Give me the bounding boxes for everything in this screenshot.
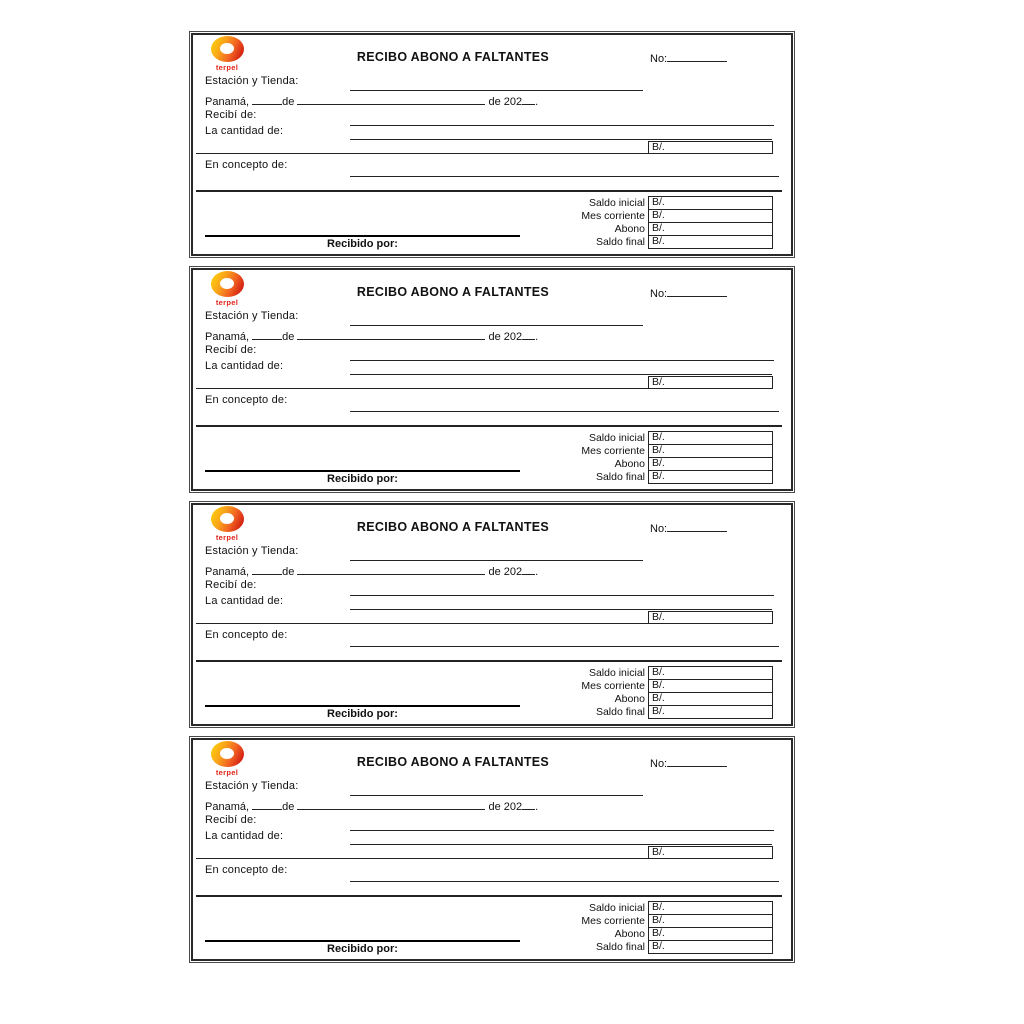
summary-label: Mes corriente — [581, 445, 645, 457]
amount-currency-box: B/. — [648, 376, 773, 389]
signature-line — [205, 705, 520, 707]
received-from-label: Recibí de: — [205, 579, 257, 591]
date-year-blank — [522, 565, 535, 575]
receipt-card-inner — [191, 738, 793, 961]
summary-currency-box: B/. — [648, 679, 773, 693]
terpel-logo-icon — [211, 506, 244, 532]
station-field-label: Estación y Tienda: — [205, 545, 299, 557]
date-day-blank — [252, 330, 282, 340]
summary-currency-box: B/. — [648, 431, 773, 445]
summary-label: Saldo inicial — [588, 432, 645, 444]
brand-name: terpel — [215, 768, 239, 777]
receipt-number-field — [650, 287, 727, 300]
receipt-number-blank — [667, 52, 727, 62]
date-year-blank — [522, 330, 535, 340]
date-city: Panamá, — [205, 96, 250, 108]
received-from-label: Recibí de: — [205, 814, 257, 826]
date-de: de — [282, 566, 295, 578]
date-city: Panamá, — [205, 331, 250, 343]
summary-row-mes-corriente — [193, 914, 773, 928]
summary-currency-box: B/. — [648, 914, 773, 928]
summary-label: Mes corriente — [581, 210, 645, 222]
concept-label: En concepto de: — [205, 864, 288, 876]
date-day-blank — [252, 565, 282, 575]
receipt-card-inner — [191, 503, 793, 726]
date-de: de — [282, 801, 295, 813]
received-from-label: Recibí de: — [205, 109, 257, 121]
receipt-number-blank — [667, 522, 727, 532]
summary-row-saldo-inicial — [193, 901, 773, 915]
summary-currency-box: B/. — [648, 705, 773, 719]
brand-name: terpel — [215, 63, 239, 72]
receipt-title: RECIBO ABONO A FALTANTES — [356, 285, 550, 299]
amount-left-line — [196, 388, 648, 389]
summary-currency-box: B/. — [648, 209, 773, 223]
received-from-line — [350, 595, 774, 596]
receipt-number-blank — [667, 757, 727, 767]
receipt-card-inner — [191, 33, 793, 256]
amount-line — [350, 374, 772, 375]
date-month-blank — [297, 565, 485, 575]
date-period: . — [535, 566, 539, 578]
date-line — [205, 800, 538, 813]
amount-left-line — [196, 623, 648, 624]
station-field-label: Estación y Tienda: — [205, 310, 299, 322]
summary-row-saldo-inicial — [193, 431, 773, 445]
amount-currency-box: B/. — [648, 141, 773, 154]
summary-label: Saldo final — [595, 706, 645, 718]
summary-row-abono — [193, 927, 773, 941]
section-divider — [196, 895, 782, 897]
summary-label: Abono — [614, 693, 645, 705]
date-de: de — [282, 96, 295, 108]
date-year-prefix: de 202 — [488, 801, 523, 813]
amount-label: La cantidad de: — [205, 595, 284, 607]
receipt-title: RECIBO ABONO A FALTANTES — [356, 520, 550, 534]
date-day-blank — [252, 95, 282, 105]
summary-label: Abono — [614, 928, 645, 940]
amount-line — [350, 139, 772, 140]
summary-label: Saldo final — [595, 236, 645, 248]
amount-left-line — [196, 858, 648, 859]
summary-row-abono — [193, 457, 773, 471]
receipt-number-field — [650, 52, 727, 65]
amount-label: La cantidad de: — [205, 830, 284, 842]
summary-currency-box: B/. — [648, 444, 773, 458]
summary-currency-box: B/. — [648, 666, 773, 680]
summary-currency-box: B/. — [648, 196, 773, 210]
receipt-title: RECIBO ABONO A FALTANTES — [356, 50, 550, 64]
amount-label: La cantidad de: — [205, 125, 284, 137]
summary-label: Saldo final — [595, 471, 645, 483]
summary-label: Abono — [614, 458, 645, 470]
receipt-number-label: No: — [650, 288, 668, 300]
date-period: . — [535, 801, 539, 813]
receipt-card — [189, 266, 795, 493]
concept-label: En concepto de: — [205, 629, 288, 641]
date-year-prefix: de 202 — [488, 96, 523, 108]
brand-logo — [206, 271, 248, 307]
date-period: . — [535, 96, 539, 108]
receipt-number-field — [650, 757, 727, 770]
date-city: Panamá, — [205, 566, 250, 578]
amount-label: La cantidad de: — [205, 360, 284, 372]
brand-logo — [206, 506, 248, 542]
brand-logo — [206, 741, 248, 777]
summary-row-saldo-inicial — [193, 666, 773, 680]
date-year-blank — [522, 800, 535, 810]
date-month-blank — [297, 95, 485, 105]
received-by-label: Recibido por: — [327, 943, 398, 955]
signature-line — [205, 470, 520, 472]
receipt-number-blank — [667, 287, 727, 297]
received-from-line — [350, 125, 774, 126]
section-divider — [196, 190, 782, 192]
summary-label: Mes corriente — [581, 680, 645, 692]
station-field-label: Estación y Tienda: — [205, 75, 299, 87]
section-divider — [196, 425, 782, 427]
summary-row-mes-corriente — [193, 679, 773, 693]
received-from-line — [350, 360, 774, 361]
date-year-prefix: de 202 — [488, 331, 523, 343]
date-day-blank — [252, 800, 282, 810]
summary-currency-box: B/. — [648, 235, 773, 249]
signature-line — [205, 940, 520, 942]
summary-label: Mes corriente — [581, 915, 645, 927]
date-line — [205, 95, 538, 108]
amount-currency-box: B/. — [648, 846, 773, 859]
receipt-stack — [189, 31, 795, 963]
summary-currency-box: B/. — [648, 901, 773, 915]
receipt-card — [189, 736, 795, 963]
receipt-title: RECIBO ABONO A FALTANTES — [356, 755, 550, 769]
received-from-line — [350, 830, 774, 831]
summary-currency-box: B/. — [648, 457, 773, 471]
amount-line — [350, 844, 772, 845]
summary-currency-box: B/. — [648, 470, 773, 484]
receipt-card — [189, 31, 795, 258]
station-field-line — [350, 325, 643, 326]
summary-row-saldo-inicial — [193, 196, 773, 210]
date-month-blank — [297, 800, 485, 810]
summary-label: Saldo inicial — [588, 197, 645, 209]
station-field-line — [350, 795, 643, 796]
summary-currency-box: B/. — [648, 940, 773, 954]
date-year-prefix: de 202 — [488, 566, 523, 578]
station-field-line — [350, 90, 643, 91]
receipt-number-label: No: — [650, 523, 668, 535]
summary-label: Abono — [614, 223, 645, 235]
brand-name: terpel — [215, 298, 239, 307]
summary-currency-box: B/. — [648, 692, 773, 706]
summary-row-mes-corriente — [193, 209, 773, 223]
receipt-card — [189, 501, 795, 728]
date-city: Panamá, — [205, 801, 250, 813]
received-from-label: Recibí de: — [205, 344, 257, 356]
received-by-label: Recibido por: — [327, 708, 398, 720]
section-divider — [196, 660, 782, 662]
amount-line — [350, 609, 772, 610]
summary-label: Saldo inicial — [588, 667, 645, 679]
summary-label: Saldo inicial — [588, 902, 645, 914]
station-field-label: Estación y Tienda: — [205, 780, 299, 792]
received-by-label: Recibido por: — [327, 473, 398, 485]
receipt-number-label: No: — [650, 53, 668, 65]
date-period: . — [535, 331, 539, 343]
summary-currency-box: B/. — [648, 222, 773, 236]
terpel-logo-icon — [211, 741, 244, 767]
summary-currency-box: B/. — [648, 927, 773, 941]
concept-line — [350, 646, 779, 647]
brand-logo — [206, 36, 248, 72]
signature-line — [205, 235, 520, 237]
concept-label: En concepto de: — [205, 394, 288, 406]
receipt-number-field — [650, 522, 727, 535]
summary-row-abono — [193, 692, 773, 706]
station-field-line — [350, 560, 643, 561]
concept-line — [350, 881, 779, 882]
summary-row-mes-corriente — [193, 444, 773, 458]
terpel-logo-icon — [211, 36, 244, 62]
received-by-label: Recibido por: — [327, 238, 398, 250]
brand-name: terpel — [215, 533, 239, 542]
date-year-blank — [522, 95, 535, 105]
date-line — [205, 565, 538, 578]
amount-currency-box: B/. — [648, 611, 773, 624]
concept-line — [350, 176, 779, 177]
terpel-logo-icon — [211, 271, 244, 297]
amount-left-line — [196, 153, 648, 154]
summary-row-abono — [193, 222, 773, 236]
date-de: de — [282, 331, 295, 343]
date-month-blank — [297, 330, 485, 340]
receipt-card-inner — [191, 268, 793, 491]
summary-label: Saldo final — [595, 941, 645, 953]
receipt-number-label: No: — [650, 758, 668, 770]
concept-line — [350, 411, 779, 412]
date-line — [205, 330, 538, 343]
concept-label: En concepto de: — [205, 159, 288, 171]
